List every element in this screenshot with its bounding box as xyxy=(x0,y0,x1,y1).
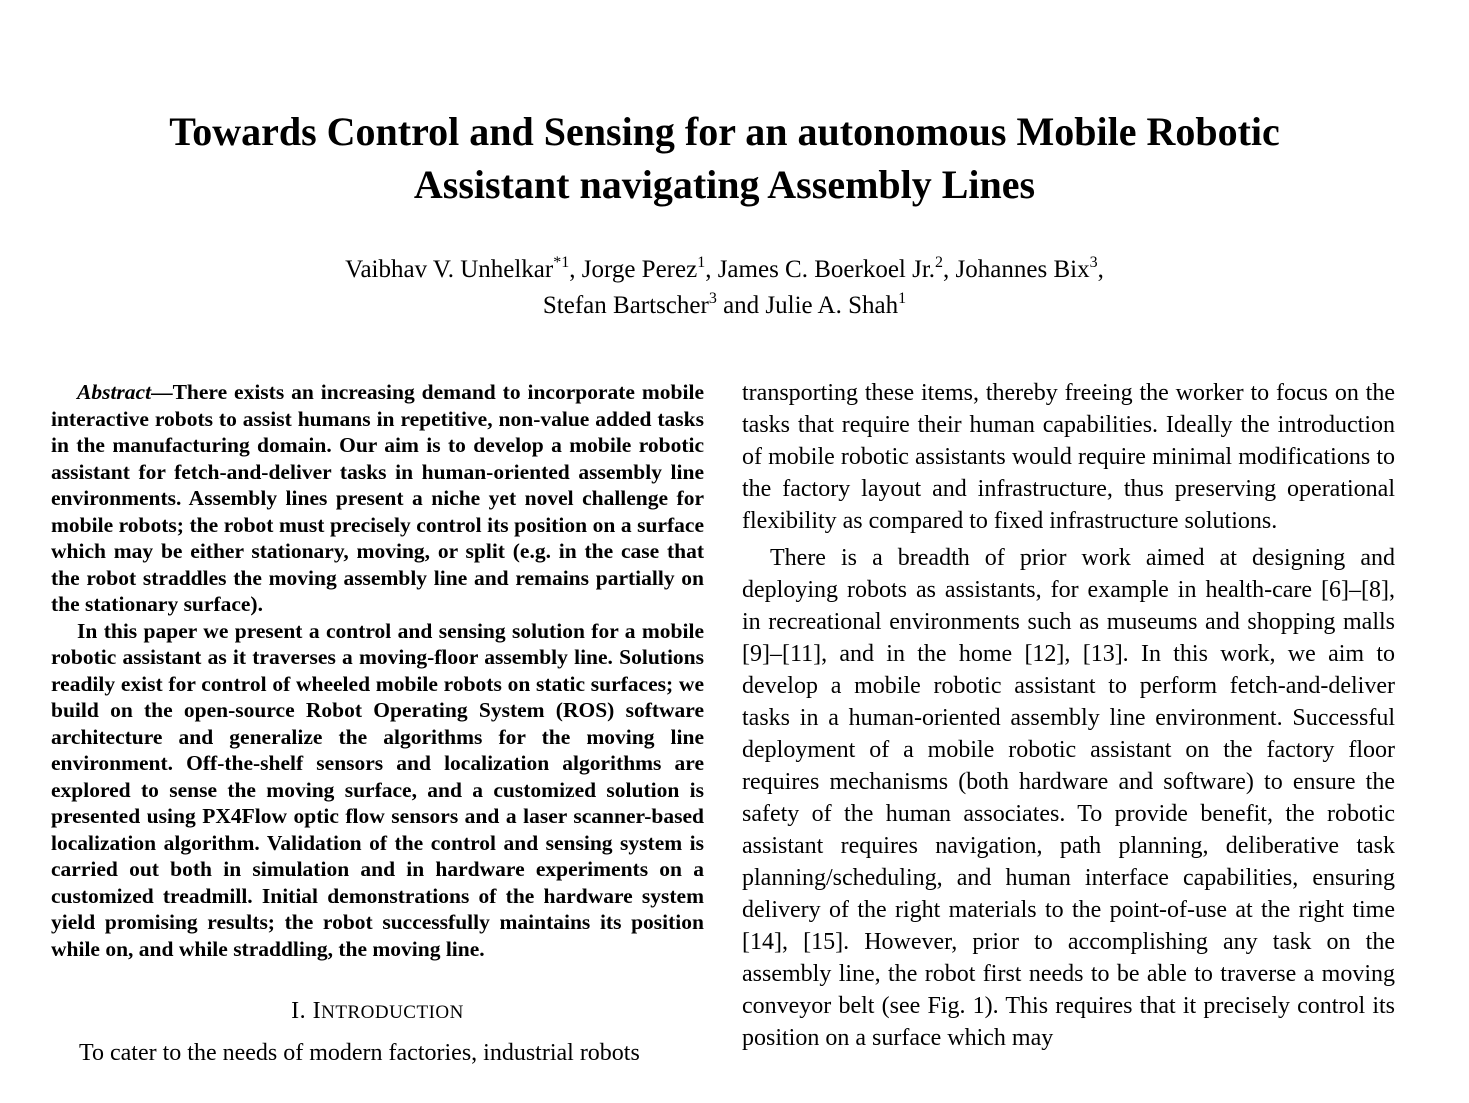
author-list xyxy=(60,252,1389,324)
author-name: Jorge Perez xyxy=(581,256,698,283)
author-name: Johannes Bix xyxy=(955,256,1090,283)
author-name: Stefan Bartscher xyxy=(542,292,709,319)
abstract-paragraph-2: In this paper we present a control and sensing solution for a mobile robotic assistant as it traverses a moving-floor assembly line. Solutions readily exist for control of wheeled mobile robots on static surfaces; we build on the open-source Robot Operating System (ROS) software architecture and generalize the algorithms for the moving line environment. Off-the-shelf sensors and localization algorithms are explored to sense the moving surface, and a customized solution is presented using PX4Flow optic flow sensors and a laser scanner-based localization algorithm. Validation of the control and sensing system is carried out both in simulation and in hardware experiments on a customized treadmill. Initial demonstrations of the hardware system yield promising results; the robot successfully maintains its position while on, and while straddling, the moving line. xyxy=(51,618,704,961)
title-line-2: Assistant navigating Assembly Lines xyxy=(413,162,1036,207)
author-affiliation: 1 xyxy=(898,290,907,307)
abstract-label: Abstract xyxy=(77,380,152,404)
author-affiliation: 3 xyxy=(1089,254,1098,271)
section-title-rest: NTRODUCTION xyxy=(321,1002,464,1023)
body-paragraph-2: There is a breadth of prior work aimed at designing and deploying robots as assistants, for example in health-care [6]–[8], in recreational environments such as museums and shopping malls [9]–[11], and in the home [12], [13]. In this work, we aim to develop a mobile robotic assistant to perform fetch-and-deliver tasks in a human-oriented assembly line environment. Successful deployment of a mobile robotic assistant on the factory floor requires mechanisms (both hardware and software) to ensure the safety of the human associates. To provide benefit, the robotic assistant requires navigation, path planning, deliberative task planning/scheduling, and human interface capabilities, ensuring delivery of the right materials to the point-of-use at the right time [14], [15]. However, prior to accomplishing any task on the assembly line, the robot first needs to be able to traverse a moving conveyor belt (see Fig. 1). This requires that it precisely control its position on a surface which may xyxy=(742,545,1395,1051)
left-column xyxy=(51,379,704,1069)
body-paragraph-1: transporting these items, thereby freeing the worker to focus on the tasks that require their human capabilities. Ideally the introduction of mobile robotic assistants would require minimal modifications to the factory layout and infrastructure, thus preserving operational flexibility as compared to fixed infrastructure solutions. xyxy=(742,380,1395,534)
author-affiliation: 3 xyxy=(708,290,717,307)
section-number: I. xyxy=(291,998,307,1024)
right-column xyxy=(742,377,1395,1054)
title-line-1: Towards Control and Sensing for an autonomous Mobile Robotic xyxy=(169,109,1280,154)
section-title-initial: I xyxy=(312,998,322,1024)
author-affiliation: *1 xyxy=(553,254,570,271)
author-name: James C. Boerkoel Jr. xyxy=(717,256,936,283)
paper-title xyxy=(60,105,1389,211)
intro-paragraph-1: To cater to the needs of modern factories, industrial robots xyxy=(79,1040,640,1066)
author-name: Vaibhav V. Unhelkar xyxy=(345,256,554,283)
abstract-paragraph-1 xyxy=(51,379,704,618)
author-affiliation: 2 xyxy=(935,254,944,271)
section-heading-introduction xyxy=(51,998,704,1025)
author-affiliation: 1 xyxy=(697,254,706,271)
author-joiner: and xyxy=(723,292,760,319)
abstract-text-1: There exists an increasing demand to incorporate mobile interactive robots to assist humans in repetitive, non-value added tasks in the manufacturing domain. Our aim is to develop a mobile robotic assistant for fetch-and-deliver tasks in human-oriented assembly line environments. Assembly lines present a niche yet novel challenge for mobile robots; the robot must precisely control its position on a surface which may be either stationary, moving, or split (e.g. in the case that the robot straddles the moving assembly line and remains partially on the stationary surface). xyxy=(51,380,704,616)
authors-line-2 xyxy=(60,288,1389,324)
abstract-dash: — xyxy=(151,380,173,404)
author-name: Julie A. Shah xyxy=(765,292,899,319)
authors-line-1: Vaibhav V. Unhelkar$^{*1}$, Jorge Perez$^1$, James C. Boerkoel Jr.$^2$, Johannes Bix$^3$, xyxy=(345,254,1104,283)
